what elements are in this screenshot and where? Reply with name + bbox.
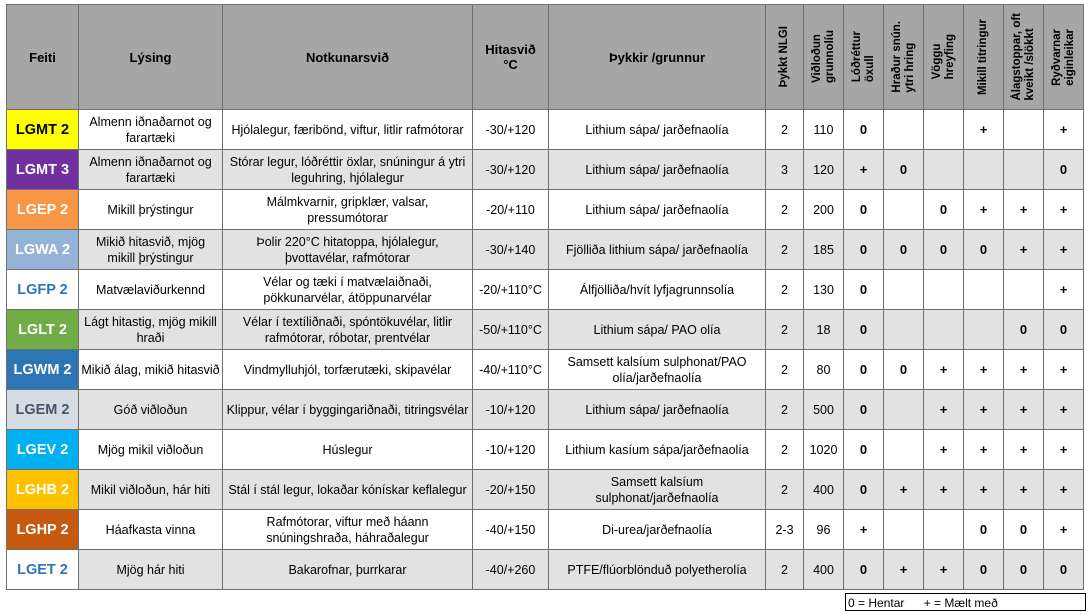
oscillating-cell: + xyxy=(924,470,964,510)
oscillating-cell xyxy=(924,110,964,150)
description-cell: Góð viðloðun xyxy=(79,390,223,430)
description-cell: Matvælaviðurkennd xyxy=(79,270,223,310)
rust-protection-cell: + xyxy=(1044,230,1084,270)
header-hradur xyxy=(884,5,924,110)
thickener-cell: Fjölliða lithium sápa/ jarðefnaolía xyxy=(549,230,766,270)
vibration-cell: 0 xyxy=(964,510,1004,550)
description-cell: Háafkasta vinna xyxy=(79,510,223,550)
usage-cell: Málmkvarnir, gripklær, valsar, pressumótorar xyxy=(223,190,473,230)
nlgi-cell: 3 xyxy=(766,150,804,190)
temperature-cell: -30/+140 xyxy=(473,230,549,270)
thickener-cell: Samsett kalsíum sulphonat/PAO olía/jarðefnaolía xyxy=(549,350,766,390)
nlgi-cell: 2 xyxy=(766,310,804,350)
nlgi-cell: 2 xyxy=(766,350,804,390)
viscosity-cell: 96 xyxy=(804,510,844,550)
description-cell: Mjög hár hiti xyxy=(79,550,223,590)
grease-code-cell: LGET 2 xyxy=(7,550,79,590)
grease-code-cell: LGMT 2 xyxy=(7,110,79,150)
oscillating-cell xyxy=(924,150,964,190)
temperature-cell: -10/+120 xyxy=(473,390,549,430)
nlgi-cell: 2 xyxy=(766,550,804,590)
oscillating-cell: + xyxy=(924,430,964,470)
fast-outer-ring-cell xyxy=(884,110,924,150)
vibration-cell: 0 xyxy=(964,230,1004,270)
vibration-cell: + xyxy=(964,470,1004,510)
thickener-cell: Lithium sápa/ PAO olía xyxy=(549,310,766,350)
vibration-cell: + xyxy=(964,350,1004,390)
temperature-cell: -30/+120 xyxy=(473,110,549,150)
description-cell: Almenn iðnaðarnot og farartæki xyxy=(79,110,223,150)
viscosity-cell: 110 xyxy=(804,110,844,150)
shock-load-cell xyxy=(1004,110,1044,150)
shock-load-cell: 0 xyxy=(1004,310,1044,350)
shock-load-cell: 0 xyxy=(1004,510,1044,550)
nlgi-cell: 2 xyxy=(766,390,804,430)
header-notkunarsvid: Notkunarsvið xyxy=(223,5,473,110)
header-voggu xyxy=(924,5,964,110)
vibration-cell: + xyxy=(964,110,1004,150)
nlgi-cell: 2 xyxy=(766,430,804,470)
thickener-cell: Álfjölliða/hvít lyfjagrunnsolía xyxy=(549,270,766,310)
temperature-cell: -40/+110°C xyxy=(473,350,549,390)
rust-protection-cell: + xyxy=(1044,270,1084,310)
usage-cell: Hjólalegur, færibönd, viftur, litlir rafmótorar xyxy=(223,110,473,150)
thickener-cell: Lithium sápa/ jarðefnaolía xyxy=(549,390,766,430)
vibration-cell: + xyxy=(964,390,1004,430)
shock-load-cell: + xyxy=(1004,230,1044,270)
header-feiti: Feiti xyxy=(7,5,79,110)
shock-load-cell: + xyxy=(1004,470,1044,510)
table-row xyxy=(7,550,1084,590)
description-cell: Mikið álag, mikið hitasvið xyxy=(79,350,223,390)
oscillating-cell: + xyxy=(924,390,964,430)
vertical-shaft-cell: 0 xyxy=(844,270,884,310)
vertical-shaft-cell: 0 xyxy=(844,470,884,510)
vibration-cell: + xyxy=(964,430,1004,470)
temperature-cell: -30/+120 xyxy=(473,150,549,190)
fast-outer-ring-cell: 0 xyxy=(884,350,924,390)
rust-protection-cell: + xyxy=(1044,190,1084,230)
table-row xyxy=(7,390,1084,430)
header-lodrettur xyxy=(844,5,884,110)
table-row xyxy=(7,270,1084,310)
shock-load-cell: 0 xyxy=(1004,550,1044,590)
temperature-cell: -50/+110°C xyxy=(473,310,549,350)
description-cell: Mikið hitasvið, mjög mikill þrýstingur xyxy=(79,230,223,270)
vertical-shaft-cell: 0 xyxy=(844,310,884,350)
vertical-shaft-cell: 0 xyxy=(844,230,884,270)
usage-cell: Vélar í textíliðnaði, spóntökuvélar, litlir rafmótorar, róbotar, prentvélar xyxy=(223,310,473,350)
thickener-cell: Di-urea/jarðefnaolía xyxy=(549,510,766,550)
grease-table-container xyxy=(6,4,1084,590)
rust-protection-cell: + xyxy=(1044,110,1084,150)
oscillating-cell xyxy=(924,510,964,550)
grease-code-cell: LGHB 2 xyxy=(7,470,79,510)
vertical-shaft-cell: 0 xyxy=(844,350,884,390)
vibration-cell: + xyxy=(964,190,1004,230)
vibration-cell xyxy=(964,150,1004,190)
viscosity-cell: 130 xyxy=(804,270,844,310)
usage-cell: Húslegur xyxy=(223,430,473,470)
header-vidlodun-label: Viðloðun grunnolíu xyxy=(810,30,836,84)
usage-cell: Rafmótorar, viftur með háann snúningshraða, háhraðalegur xyxy=(223,510,473,550)
header-hitasvid-label: Hitasvið °C xyxy=(485,42,536,72)
usage-cell: Bakarofnar, þurrkarar xyxy=(223,550,473,590)
header-titringur-label: Mikill titringur xyxy=(977,18,989,96)
fast-outer-ring-cell xyxy=(884,430,924,470)
temperature-cell: -10/+120 xyxy=(473,430,549,470)
header-thykkir: Þykkir /grunnur xyxy=(549,5,766,110)
temperature-cell: -40/+260 xyxy=(473,550,549,590)
nlgi-cell: 2 xyxy=(766,110,804,150)
grease-code-cell: LGMT 3 xyxy=(7,150,79,190)
grease-table xyxy=(6,4,1084,590)
shock-load-cell: + xyxy=(1004,390,1044,430)
fast-outer-ring-cell: 0 xyxy=(884,150,924,190)
rust-protection-cell: 0 xyxy=(1044,550,1084,590)
vibration-cell xyxy=(964,310,1004,350)
description-cell: Mikil viðloðun, hár hiti xyxy=(79,470,223,510)
nlgi-cell: 2 xyxy=(766,270,804,310)
rust-protection-cell: + xyxy=(1044,470,1084,510)
temperature-cell: -20/+150 xyxy=(473,470,549,510)
fast-outer-ring-cell xyxy=(884,270,924,310)
header-voggu-label: Vöggu hreyfing xyxy=(930,34,956,80)
shock-load-cell xyxy=(1004,150,1044,190)
table-row xyxy=(7,150,1084,190)
thickener-cell: Lithium sápa/ jarðefnaolía xyxy=(549,110,766,150)
fast-outer-ring-cell xyxy=(884,390,924,430)
viscosity-cell: 80 xyxy=(804,350,844,390)
vertical-shaft-cell: 0 xyxy=(844,110,884,150)
header-nlgi-label: Þykkt NLGI xyxy=(778,26,790,88)
vertical-shaft-cell: 0 xyxy=(844,190,884,230)
thickener-cell: Lithium sápa/ jarðefnaolía xyxy=(549,190,766,230)
shock-load-cell: + xyxy=(1004,430,1044,470)
table-header xyxy=(7,5,1084,110)
fast-outer-ring-cell xyxy=(884,190,924,230)
usage-cell: Vélar og tæki í matvælaiðnaði, pökkunarvélar, átöppunarvélar xyxy=(223,270,473,310)
rust-protection-cell: + xyxy=(1044,430,1084,470)
oscillating-cell: 0 xyxy=(924,230,964,270)
rust-protection-cell: + xyxy=(1044,510,1084,550)
table-row xyxy=(7,110,1084,150)
grease-code-cell: LGEP 2 xyxy=(7,190,79,230)
temperature-cell: -20/+110°C xyxy=(473,270,549,310)
vertical-shaft-cell: + xyxy=(844,150,884,190)
header-hradur-label: Hraður snún. ytri hring xyxy=(890,21,916,93)
table-row xyxy=(7,470,1084,510)
vibration-cell: 0 xyxy=(964,550,1004,590)
header-alag-label: Álagstoppar, oft kveikt /slökkt xyxy=(1010,13,1036,101)
oscillating-cell xyxy=(924,270,964,310)
fast-outer-ring-cell xyxy=(884,510,924,550)
table-row xyxy=(7,350,1084,390)
shock-load-cell: + xyxy=(1004,350,1044,390)
oscillating-cell: 0 xyxy=(924,190,964,230)
shock-load-cell: + xyxy=(1004,190,1044,230)
thickener-cell: Lithium sápa/ jarðefnaolía xyxy=(549,150,766,190)
header-lysing: Lýsing xyxy=(79,5,223,110)
fast-outer-ring-cell: 0 xyxy=(884,230,924,270)
header-hitasvid xyxy=(473,5,549,110)
legend-plus: + = Mælt með xyxy=(923,596,998,610)
fast-outer-ring-cell xyxy=(884,310,924,350)
grease-code-cell: LGWM 2 xyxy=(7,350,79,390)
grease-code-cell: LGLT 2 xyxy=(7,310,79,350)
viscosity-cell: 400 xyxy=(804,550,844,590)
header-alag xyxy=(1004,5,1044,110)
grease-code-cell: LGEM 2 xyxy=(7,390,79,430)
vertical-shaft-cell: 0 xyxy=(844,550,884,590)
shock-load-cell xyxy=(1004,270,1044,310)
rust-protection-cell: + xyxy=(1044,350,1084,390)
legend-zero: 0 = Hentar xyxy=(848,596,905,610)
table-row xyxy=(7,230,1084,270)
rust-protection-cell: 0 xyxy=(1044,310,1084,350)
viscosity-cell: 185 xyxy=(804,230,844,270)
thickener-cell: PTFE/flúorblönduð polyetherolía xyxy=(549,550,766,590)
table-row xyxy=(7,510,1084,550)
nlgi-cell: 2 xyxy=(766,470,804,510)
viscosity-cell: 200 xyxy=(804,190,844,230)
vertical-shaft-cell: 0 xyxy=(844,430,884,470)
nlgi-cell: 2 xyxy=(766,230,804,270)
viscosity-cell: 18 xyxy=(804,310,844,350)
oscillating-cell xyxy=(924,310,964,350)
fast-outer-ring-cell: + xyxy=(884,470,924,510)
vertical-shaft-cell: 0 xyxy=(844,390,884,430)
grease-code-cell: LGHP 2 xyxy=(7,510,79,550)
description-cell: Lágt hitastig, mjög mikill hraði xyxy=(79,310,223,350)
table-row xyxy=(7,430,1084,470)
thickener-cell: Lithium kasíum sápa/jarðefnaolía xyxy=(549,430,766,470)
usage-cell: Stál í stál legur, lokaðar kónískar keflalegur xyxy=(223,470,473,510)
grease-code-cell: LGFP 2 xyxy=(7,270,79,310)
table-body xyxy=(7,110,1084,590)
description-cell: Almenn iðnaðarnot og farartæki xyxy=(79,150,223,190)
header-titringur xyxy=(964,5,1004,110)
nlgi-cell: 2-3 xyxy=(766,510,804,550)
grease-code-cell: LGEV 2 xyxy=(7,430,79,470)
viscosity-cell: 400 xyxy=(804,470,844,510)
usage-cell: Vindmylluhjól, torfærutæki, skipavélar xyxy=(223,350,473,390)
table-row xyxy=(7,190,1084,230)
viscosity-cell: 1020 xyxy=(804,430,844,470)
usage-cell: Þolir 220°C hitatoppa, hjólalegur, þvottavélar, rafmótorar xyxy=(223,230,473,270)
description-cell: Mikill þrýstingur xyxy=(79,190,223,230)
header-nlgi xyxy=(766,5,804,110)
temperature-cell: -20/+110 xyxy=(473,190,549,230)
grease-code-cell: LGWA 2 xyxy=(7,230,79,270)
rust-protection-cell: 0 xyxy=(1044,150,1084,190)
oscillating-cell: + xyxy=(924,350,964,390)
usage-cell: Klippur, vélar í byggingariðnaði, titringsvélar xyxy=(223,390,473,430)
usage-cell: Stórar legur, lóðréttir öxlar, snúningur á ytri leguhring, hjólalegur xyxy=(223,150,473,190)
vertical-shaft-cell: + xyxy=(844,510,884,550)
thickener-cell: Samsett kalsíum sulphonat/jarðefnaolía xyxy=(549,470,766,510)
viscosity-cell: 500 xyxy=(804,390,844,430)
temperature-cell: -40/+150 xyxy=(473,510,549,550)
header-vidlodun xyxy=(804,5,844,110)
legend xyxy=(845,593,1086,611)
oscillating-cell: + xyxy=(924,550,964,590)
rust-protection-cell: + xyxy=(1044,390,1084,430)
header-ryd xyxy=(1044,5,1084,110)
header-lodrettur-label: Lóðréttur öxull xyxy=(850,31,876,83)
fast-outer-ring-cell: + xyxy=(884,550,924,590)
description-cell: Mjög mikil viðloðun xyxy=(79,430,223,470)
header-ryd-label: Ryðvarnar eiginleikar xyxy=(1050,28,1076,86)
table-row xyxy=(7,310,1084,350)
viscosity-cell: 120 xyxy=(804,150,844,190)
nlgi-cell: 2 xyxy=(766,190,804,230)
vibration-cell xyxy=(964,270,1004,310)
